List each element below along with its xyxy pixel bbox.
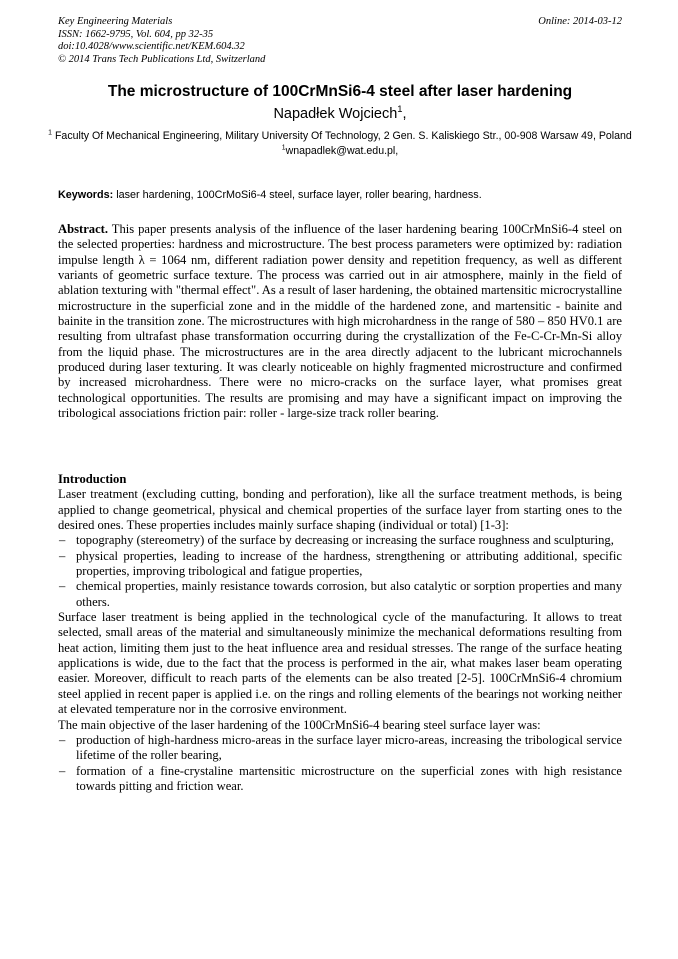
keywords-values: laser hardening, 100CrMoSi6-4 steel, surface layer, roller bearing, hardness. — [116, 189, 482, 201]
author-affiliation-marker: 1 — [397, 103, 403, 115]
abstract-paragraph — [58, 222, 622, 421]
abstract-text: This paper presents analysis of the influence of the laser hardening bearing 100CrMnSi6-4 steel on the selected properties: hardness and microstructure. The best process parameters were optimized by: radiation impulse length λ = 1064 nm, different radiation power density and repetition frequency, as well as different variants of geometric surface texture. The process was carried out in air atmosphere, mainly in the field of ablation texturing with "thermal effect". As a result of laser hardening, the obtained martensitic microcrystalline microstructure in the superficial zone and in the middle of the hardened zone, and martensitic - bainite and bainite in the transition zone. The microstructures with high microhardness in the range of 580 – 850 HV0.1 are resulting from ultrafast phase transformation occurring during the crystallization of the Fe-C-Cr-Mn-Si alloy from the liquid phase. The microstructures are in the area directly adjacent to the lubricant microchannels produced during laser texturing. It was clearly noticeable on highly fragmented microstructure and confirmed by increased microhardness. There were no micro-cracks on the surface layer, what promises great technological opportunities. The results are promising and may have a significant impact on improving the tribological associations friction pair: roller - large-size track roller bearing. — [58, 222, 622, 421]
journal-header — [58, 16, 622, 66]
introduction-list-1 — [58, 533, 622, 610]
introduction-paragraph-3: The main objective of the laser hardening of the 100CrMnSi6-4 bearing steel surface layer was: — [58, 717, 541, 732]
introduction-paragraph-2: Surface laser treatment is being applied in the technological cycle of the manufacturing. It allows to treat selected, small areas of the material and simultaneously minimize the mechanical deformations resulting from heat action, limiting them just to the heat influence area and residual stresses. The range of the surface heating applications is wide, due to the fact that the process is performed in the air, what makes laser beam operating easier. Moreover, difficult to reach parts of the elements can be also treated [2-5]. 100CrMnSi6-4 chromium steel applied in recent paper is applied i.e. on the rings and rolling elements of the bearings not working neither at elevated temperature nor in the corrosive environment. — [58, 610, 622, 717]
list-item: – production of high-hardness micro-areas in the surface layer micro-areas, increasing the tribological service lifetime of the roller bearing, — [58, 733, 622, 764]
keywords-line — [58, 188, 622, 202]
email-marker: 1 — [281, 144, 286, 152]
introduction-heading: Introduction — [58, 472, 127, 486]
abstract-label: Abstract. — [58, 222, 109, 236]
doi-line: doi:10.4028/www.scientific.net/KEM.604.32 — [58, 41, 245, 53]
introduction-paragraph-1: Laser treatment (excluding cutting, bonding and perforation), like all the surface treatment methods, is being applied to change geometrical, physical and chemical properties of the surface layer from starting ones to the desired ones. These properties includes mainly surface shaping (individual or total) [1-3]: — [58, 487, 622, 533]
list-item: – physical properties, leading to increase of the hardness, strengthening or attributing additional, specific properties, improving tribological and fatigue properties, — [58, 549, 622, 580]
affiliation-marker: 1 — [48, 129, 52, 137]
copyright-line: © 2014 Trans Tech Publications Ltd, Switzerland — [58, 53, 266, 65]
journal-name: Key Engineering Materials — [58, 16, 173, 27]
issn-line: ISSN: 1662-9795, Vol. 604, pp 32-35 — [58, 28, 214, 40]
list-item: – formation of a fine-crystaline martensitic microstructure on the superficial zones with high resistance towards pitting and friction wear. — [58, 764, 622, 795]
online-date: Online: 2014-03-12 — [538, 16, 622, 27]
author-trailing-punctuation: , — [402, 106, 407, 122]
author-email: wnapadlek@wat.edu.pl, — [285, 144, 399, 157]
introduction-block — [58, 472, 622, 794]
list-item: – topography (stereometry) of the surface by decreasing or increasing the surface roughness and sculpturing, — [58, 533, 622, 548]
author-name: Napadłek Wojciech — [273, 106, 398, 122]
affiliation-line-2: 00-908 Warsaw 49, Poland — [504, 130, 632, 142]
list-item: – chemical properties, mainly resistance towards corrosion, but also catalytic or sorption properties and many others. — [58, 579, 622, 610]
affiliation-block — [48, 129, 632, 158]
author-line — [58, 105, 622, 124]
page-title: The microstructure of 100CrMnSi6-4 steel after laser hardening — [107, 83, 573, 100]
introduction-list-2 — [58, 733, 622, 794]
abstract-block — [58, 222, 622, 421]
author-email-line — [48, 144, 632, 159]
keywords-label: Keywords: — [58, 189, 114, 201]
journal-header-top-row — [58, 16, 622, 29]
affiliation-line-1: Faculty Of Mechanical Engineering, Military University Of Technology, 2 Gen. S. Kaliskiego Str., — [54, 130, 502, 142]
